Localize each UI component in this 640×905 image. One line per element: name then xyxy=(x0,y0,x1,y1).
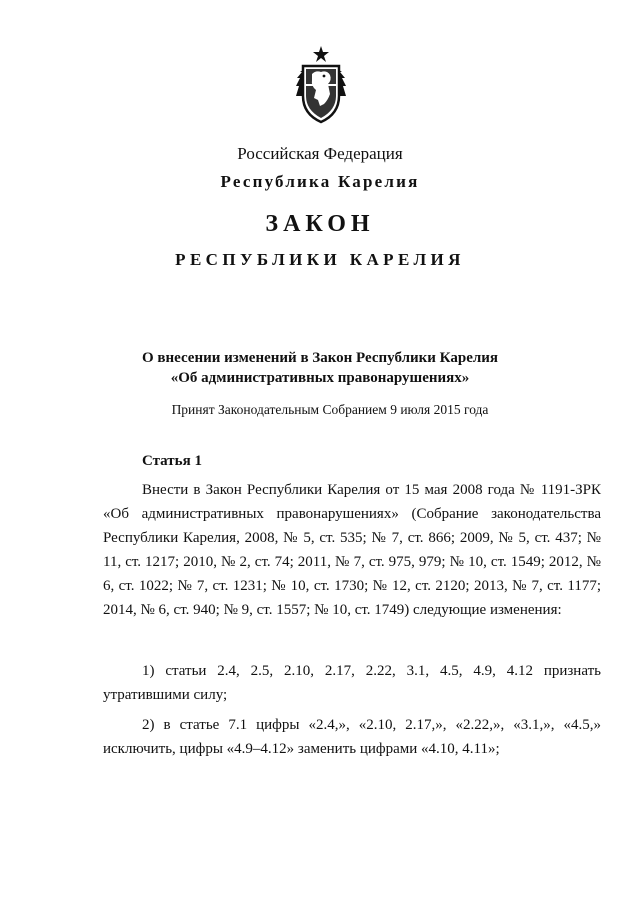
article-heading: Статья 1 xyxy=(142,453,202,469)
article-paragraph-3: 2) в статье 7.1 цифры «2.4,», «2.10, 2.17,», «2.22,», «3.1,», «4.5,» исключить, цифры «4.9–4.12» заменить цифрами «4.10, 4.11»; xyxy=(103,717,601,757)
country-name: Российская Федерация xyxy=(237,144,403,163)
adoption-note: Принят Законодательным Собранием 9 июля 2015 года xyxy=(171,402,489,417)
law-title-line-1: О внесении изменений в Закон Республики Карелия xyxy=(141,350,499,366)
karelia-coat-of-arms-icon xyxy=(294,44,348,124)
article-paragraph-2: 1) статьи 2.4, 2.5, 2.10, 2.17, 2.22, 3.1, 4.5, 4.9, 4.12 признать утратившими силу; xyxy=(103,663,601,703)
republic-name: Республика Карелия xyxy=(220,172,420,191)
document-type: ЗАКОН xyxy=(265,211,375,237)
law-title-line-2: «Об административных правонарушениях» xyxy=(170,370,470,386)
article-paragraph-1: Внести в Закон Республики Карелия от 15 мая 2008 года № 1191-ЗРК «Об административных правонарушениях» (Собрание законодательства Республики Карелия, 2008, № 5, ст. 535; № 7, ст. 866; 2009, № 5, ст. 437; № 11, ст. 1217; 2010, № 2, ст. 74; 2011, № 7, ст. 975, 979; № 10, ст. 1549; 2012, № 6, ст. 1022; № 7, ст. 1231; № 10, ст. 1730; № 12, ст. 2120; 2013, № 7, ст. 1177; 2014, № 6, ст. 940; № 9, ст. 1557; № 10, ст. 1749) следующие изменения: xyxy=(103,482,601,618)
issuer-name: РЕСПУБЛИКИ КАРЕЛИЯ xyxy=(175,250,465,269)
